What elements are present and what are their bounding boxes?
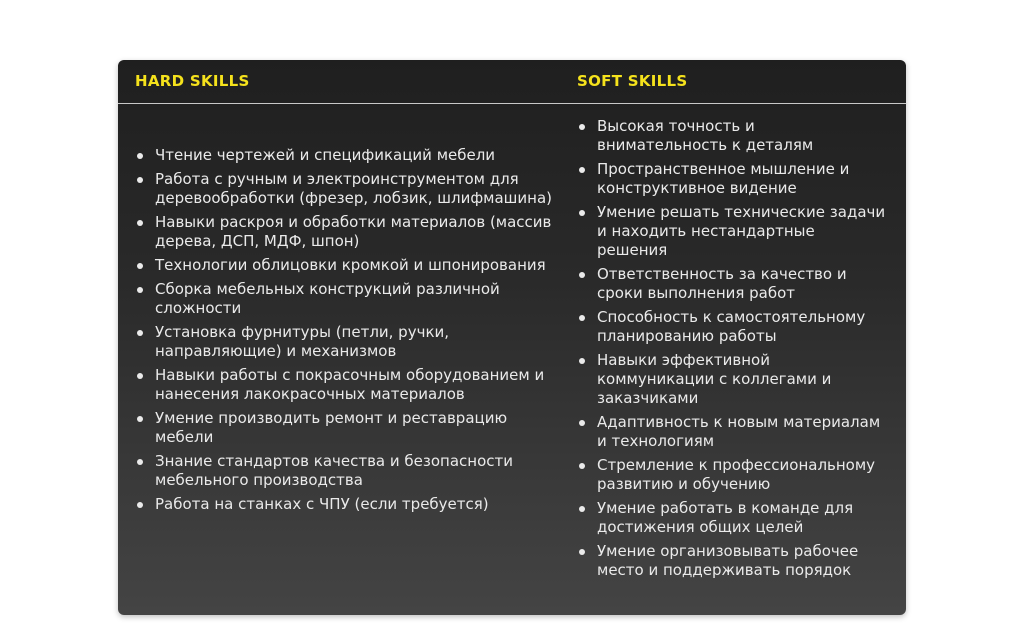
skills-table [118,60,906,615]
list-item: Умение решать технические задачи и находить нестандартные решения [577,203,887,260]
list-item: Чтение чертежей и спецификаций мебели [135,146,555,165]
list-item: Умение работать в команде для достижения общих целей [577,499,887,537]
list-item: Высокая точность и внимательность к деталям [577,117,887,155]
list-item: Стремление к профессиональному развитию и обучению [577,456,887,494]
list-item: Умение производить ремонт и реставрацию мебели [135,409,555,447]
table-header [118,60,906,104]
list-item: Адаптивность к новым материалам и технологиям [577,413,887,451]
list-item: Способность к самостоятельному планированию работы [577,308,887,346]
list-item: Работа на станках с ЧПУ (если требуется) [135,495,555,514]
list-item: Знание стандартов качества и безопасности мебельного производства [135,452,555,490]
list-item: Работа с ручным и электроинструментом для деревообработки (фрезер, лобзик, шлифмашина) [135,170,555,208]
soft-skills-list [577,117,887,580]
hard-skills-column [135,146,555,519]
soft-skills-title: SOFT SKILLS [577,72,688,90]
list-item: Пространственное мышление и конструктивное видение [577,160,887,198]
list-item: Умение организовывать рабочее место и поддерживать порядок [577,542,887,580]
list-item: Навыки раскроя и обработки материалов (массив дерева, ДСП, МДФ, шпон) [135,213,555,251]
list-item: Технологии облицовки кромкой и шпонирования [135,256,555,275]
hard-skills-title: HARD SKILLS [135,72,250,90]
soft-skills-column [577,117,887,585]
list-item: Установка фурнитуры (петли, ручки, направляющие) и механизмов [135,323,555,361]
list-item: Ответственность за качество и сроки выполнения работ [577,265,887,303]
list-item: Навыки работы с покрасочным оборудованием и нанесения лакокрасочных материалов [135,366,555,404]
list-item: Навыки эффективной коммуникации с коллегами и заказчиками [577,351,887,408]
list-item: Сборка мебельных конструкций различной сложности [135,280,555,318]
hard-skills-list [135,146,555,514]
